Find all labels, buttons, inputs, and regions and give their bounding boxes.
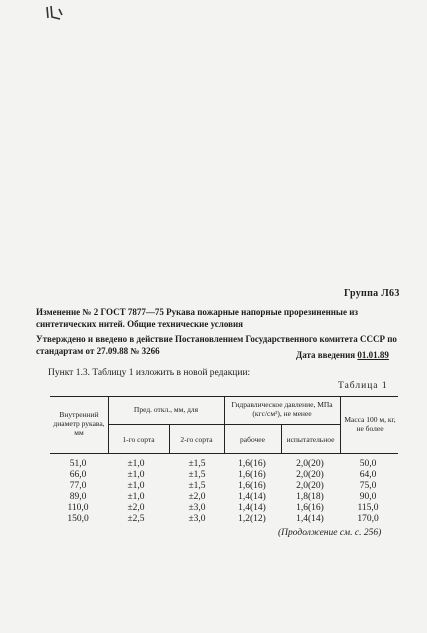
table-cell: ±2,5 bbox=[127, 514, 145, 524]
table-cell: 1,6(16) bbox=[238, 470, 266, 480]
table-cell: 1,4(14) bbox=[238, 503, 266, 513]
header-grade1: 1-го сорта bbox=[122, 435, 155, 444]
table-cell: ±3,0 bbox=[188, 503, 206, 513]
table-cell: ±1,5 bbox=[188, 470, 206, 480]
date-label: Дата введения bbox=[296, 350, 356, 360]
approval-text: Утверждено и введено в действие Постановлением Государственного комитета СССР по стандартам от 27.09.88 № 3266 bbox=[36, 334, 397, 356]
table-cell: 75,0 bbox=[359, 481, 377, 491]
table-cell: 2,0(20) bbox=[296, 470, 324, 480]
table-cell: ±1,0 bbox=[127, 459, 145, 469]
table-cell: 170,0 bbox=[357, 514, 379, 524]
table-cell: 64,0 bbox=[359, 470, 377, 480]
table-cell: 50,0 bbox=[359, 459, 377, 469]
table-cell: 1,4(14) bbox=[238, 492, 266, 502]
table-cell: 110,0 bbox=[67, 503, 89, 513]
header-grade2: 2-го сорта bbox=[180, 435, 213, 444]
effective-date bbox=[296, 350, 389, 360]
table-cell: ±2,0 bbox=[188, 492, 206, 502]
header-mass: Масса 100 м, кг, не более bbox=[344, 415, 396, 433]
table-cell: 115,0 bbox=[357, 503, 379, 513]
table-cell: ±3,0 bbox=[188, 514, 206, 524]
table-cell: 51,0 bbox=[69, 459, 87, 469]
continuation-note: (Продолжение см. с. 256) bbox=[278, 528, 382, 538]
group-code: Группа Л63 bbox=[344, 288, 400, 299]
table-cell: ±1,0 bbox=[127, 492, 145, 502]
amendment-title: Изменение № 2 ГОСТ 7877—75 Рукава пожарные напорные прорезиненные из синтетических нитей. Общие технические условия bbox=[36, 307, 359, 329]
header-test: испытательное bbox=[286, 435, 335, 444]
table-cell: ±1,0 bbox=[127, 481, 145, 491]
table-header bbox=[50, 396, 398, 454]
date-value: 01.01.89 bbox=[357, 350, 389, 360]
table-cell: 89,0 bbox=[69, 492, 87, 502]
instruction-text: Пункт 1.3. Таблицу 1 изложить в новой редакции: bbox=[48, 368, 251, 378]
header-deviation: Пред. откл., мм, для bbox=[133, 405, 199, 414]
table-cell: ±1,5 bbox=[188, 481, 206, 491]
header-working: рабочее bbox=[240, 435, 265, 444]
table-cell: 2,0(20) bbox=[296, 459, 324, 469]
table-cell: 1,4(14) bbox=[296, 514, 324, 524]
table-cell: 1,6(16) bbox=[238, 459, 266, 469]
header-pressure: Гидравлическое давление, МПа (кгс/см²), не менее bbox=[231, 400, 333, 418]
table-cell: 2,0(20) bbox=[296, 481, 324, 491]
table-cell: 1,6(16) bbox=[238, 481, 266, 491]
table-cell: 1,8(18) bbox=[296, 492, 324, 502]
table-cell: 1,6(16) bbox=[296, 503, 324, 513]
table-cell: 77,0 bbox=[69, 481, 87, 491]
table-name: Таблица 1 bbox=[338, 381, 388, 391]
table-cell: 1,2(12) bbox=[238, 514, 266, 524]
table-cell: 90,0 bbox=[359, 492, 377, 502]
handwritten-mark bbox=[45, 5, 65, 21]
table-cell: ±1,5 bbox=[188, 459, 206, 469]
table-cell: ±1,0 bbox=[127, 470, 145, 480]
table-cell: ±2,0 bbox=[127, 503, 145, 513]
table-cell: 150,0 bbox=[67, 514, 89, 524]
table-cell: 66,0 bbox=[69, 470, 87, 480]
header-diameter: Внутренний диаметр рукава, мм bbox=[53, 410, 105, 437]
